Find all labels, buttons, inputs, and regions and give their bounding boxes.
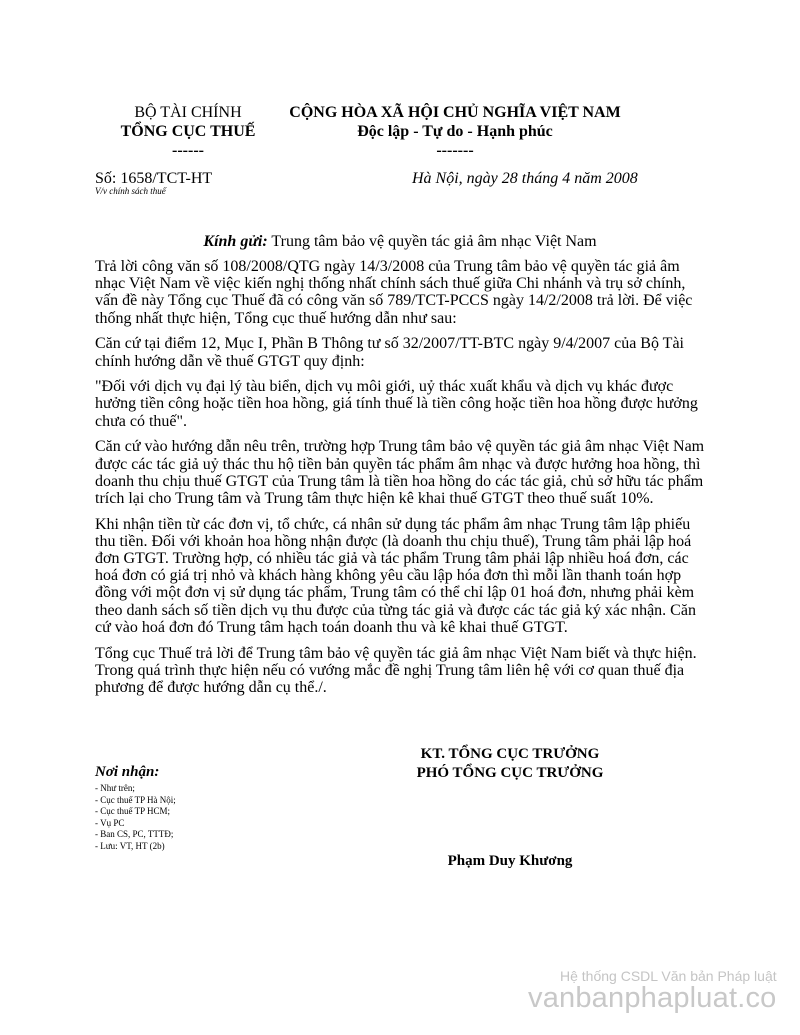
recipient-item: - Như trên; (95, 783, 135, 793)
body-paragraph-3: "Đối với dịch vụ đại lý tàu biển, dịch vụ môi giới, uỷ thác xuất khẩu và dịch vụ khác được hưởng tiền công hoặc tiền hoa hồng, giá tính thuế là tiền công hoặc tiền hoa hồng được hưởng chưa có thuế". (95, 378, 698, 430)
signature-title-block (380, 745, 640, 783)
watermark-site: vanbanphapluat.co (528, 982, 777, 1014)
document-number: Số: 1658/TCT-HT (95, 170, 213, 187)
recipient-item: - Lưu: VT, HT (2b) (95, 840, 165, 851)
body-paragraph-5: Khi nhận tiền từ các đơn vị, tổ chức, cá nhân sử dụng tác phẩm âm nhạc Trung tâm lập phiếu thu tiền. Đối với khoản hoa hồng nhận được (là doanh thu chịu thuế), Trung tâm phải lập hoá đơn GTGT. Trường hợp, có nhiều tác giả và tác phẩm Trung tâm phải lập nhiều hoá đơn, các hoá đơn có giá trị nhỏ và khách hàng không yêu cầu lập hóa đơn thì mỗi lần thanh toán hợp đồng với một đơn vị sử dụng tác phẩm, Trung tâm có thể chỉ lập 01 hoá đơn, nhưng phải kèm theo danh sách số tiền dịch vụ thu được của từng tác giả và được các tác giả ký xác nhận. Căn cứ vào hoá đơn đó Trung tâm hạch toán doanh thu và kê khai thuế GTGT. (95, 515, 696, 636)
body-paragraph-1: Trả lời công văn số 108/2008/QTG ngày 14/3/2008 của Trung tâm bảo vệ quyền tác giả âm nhạc Việt Nam về việc kiến nghị thống nhất chính sách thuế giữa Chi nhánh và trụ sở chính, vấn đề này Tổng cục Thuế đã có công văn số 789/TCT-PCCS ngày 14/2/2008 trả lời. Để việc thống nhất thực hiện, Tổng cục thuế hướng dẫn như sau: (95, 258, 693, 327)
signature-title-2: PHÓ TỔNG CỤC TRƯỞNG (416, 765, 604, 781)
recipients-list (95, 783, 176, 852)
addressee-label: Kính gửi: (203, 233, 268, 250)
department-name: TỔNG CỤC THUẾ (120, 123, 256, 140)
recipients-label: Nơi nhận: (95, 764, 160, 780)
addressee-line (95, 233, 705, 251)
national-motto: Độc lập - Tự do - Hạnh phúc (357, 123, 553, 140)
recipient-item: - Ban CS, PC, TTTĐ; (95, 829, 174, 839)
addressee-name: Trung tâm bảo vệ quyền tác giả âm nhạc Việt Nam (271, 233, 597, 250)
issuing-agency-block (88, 103, 288, 160)
country-name: CỘNG HÒA XÃ HỘI CHỦ NGHĨA VIỆT NAM (289, 104, 621, 121)
national-header-block (270, 103, 640, 160)
recipient-item: - Cục thuế TP HCM; (95, 806, 171, 816)
body-paragraph-2: Căn cứ tại điểm 12, Mục I, Phần B Thông tư số 32/2007/TT-BTC ngày 9/4/2007 của Bộ Tài chính hướng dẫn về thuế GTGT quy định: (95, 335, 684, 370)
document-date: Hà Nội, ngày 28 tháng 4 năm 2008 (412, 170, 638, 187)
body-paragraph-6: Tổng cục Thuế trả lời để Trung tâm bảo vệ quyền tác giả âm nhạc Việt Nam biết và thực hiện. Trong quá trình thực hiện nếu có vướng mắc đề nghị Trung tâm liên hệ với cơ quan thuế địa phương để được hướng dẫn cụ thể./. (95, 644, 697, 696)
letter-body (95, 258, 707, 705)
watermark-caption: Hệ thống CSDL Văn bản Pháp luật (560, 968, 777, 984)
body-paragraph-4: Căn cứ vào hướng dẫn nêu trên, trường hợp Trung tâm bảo vệ quyền tác giả âm nhạc Việt Nam được các tác giả uỷ thác thu hộ tiền bản quyền tác phẩm âm nhạc và được hưởng hoa hồng, thì doanh thu chịu thuế GTGT của Trung tâm là tiền hoa hồng do các tác giả, chủ sở hữu tác phẩm trích lại cho Trung tâm và Trung tâm thực hiện kê khai thuế GTGT theo thuế suất 10%. (95, 438, 705, 507)
right-header-rule: ------- (436, 142, 474, 159)
document-subject: V/v chính sách thuế (95, 186, 166, 196)
recipient-item: - Vụ PC (95, 817, 125, 828)
left-header-rule: ------ (172, 142, 204, 159)
signer-name: Phạm Duy Khương (447, 853, 573, 869)
recipient-item: - Cục thuế TP Hà Nội; (95, 794, 176, 805)
signature-title-1: KT. TỔNG CỤC TRƯỞNG (420, 746, 600, 762)
ministry-name: BỘ TÀI CHÍNH (134, 104, 242, 121)
